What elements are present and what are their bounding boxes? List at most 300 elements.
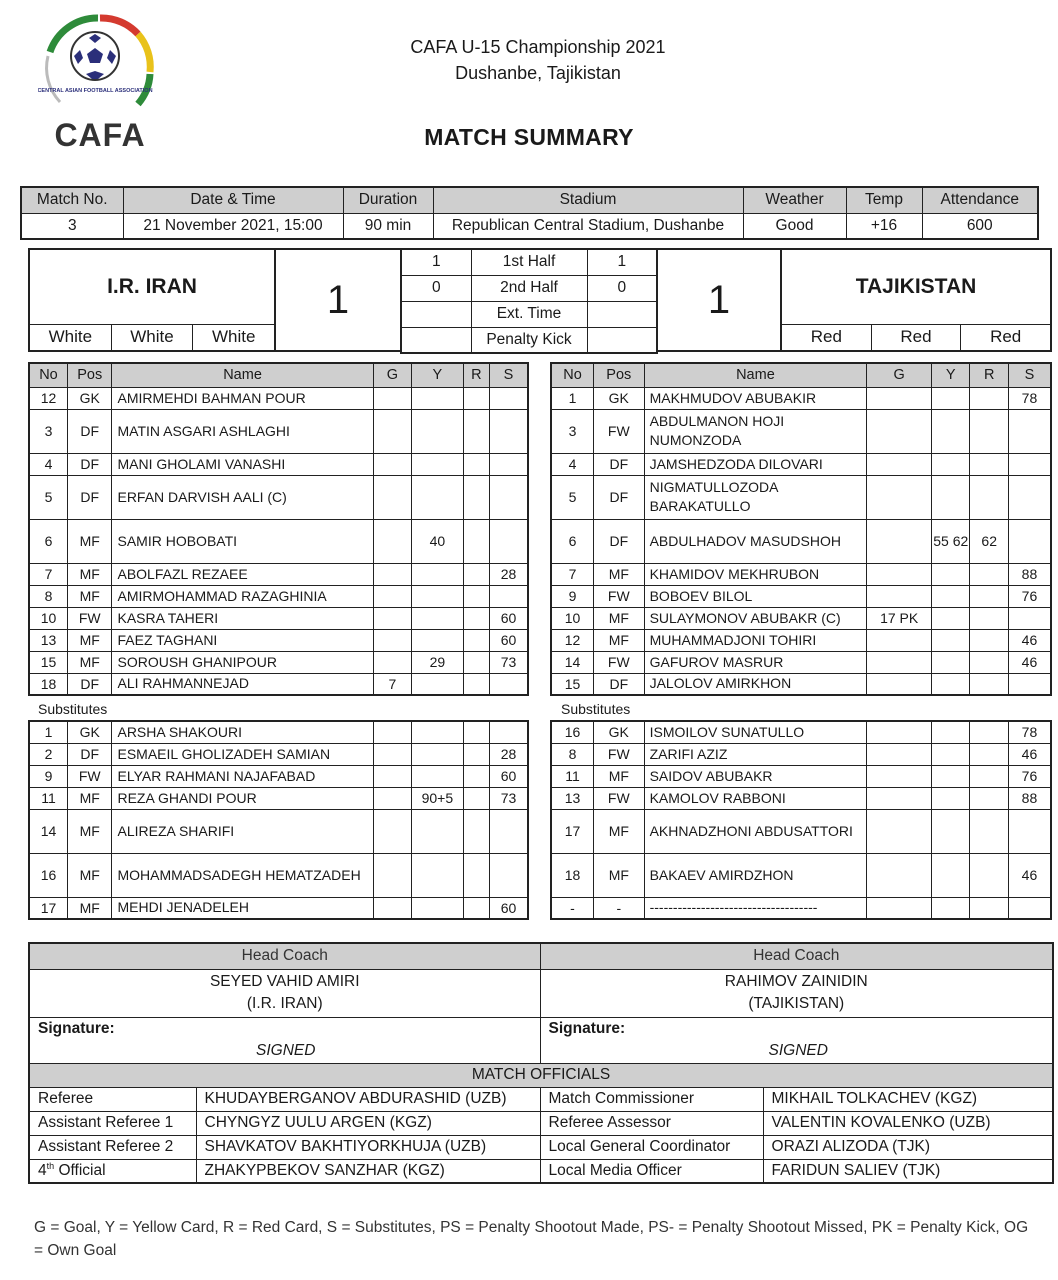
table-row <box>29 853 528 897</box>
officials-role-right: Local Media Officer <box>540 1159 763 1183</box>
home-player-red <box>463 743 489 765</box>
away-player-name: NIGMATULLOZODA BARAKATULLO <box>644 475 867 519</box>
away-player-yellow <box>932 721 970 743</box>
away-player-yellow <box>932 673 970 695</box>
away-player-red: 62 <box>970 519 1008 563</box>
home-player-subs <box>489 409 528 453</box>
away-player-subs: 88 <box>1008 787 1051 809</box>
home-player-subs: 60 <box>489 765 528 787</box>
championship-header <box>300 34 776 86</box>
away-player-no: 1 <box>551 387 594 409</box>
home-team-name: I.R. IRAN <box>30 250 274 325</box>
away-substitutes-label: Substitutes <box>561 701 631 717</box>
away-player-red <box>970 607 1008 629</box>
extra-time-home <box>401 301 471 327</box>
away-player-subs <box>1008 897 1051 919</box>
away-player-goals <box>867 787 932 809</box>
duration-header: Duration <box>343 187 433 213</box>
weather-value: Good <box>743 213 846 239</box>
away-player-pos: - <box>594 897 645 919</box>
home-player-name: SOROUSH GHANIPOUR <box>112 651 373 673</box>
home-player-name: ABOLFAZL REZAEE <box>112 563 373 585</box>
home-player-yellow <box>412 607 464 629</box>
away-signature <box>540 1017 1053 1063</box>
home-player-subs <box>489 585 528 607</box>
extra-time-away <box>587 301 657 327</box>
temp-header: Temp <box>846 187 922 213</box>
away-kit-shirt: Red <box>782 324 872 350</box>
official-ordinal-suffix: th <box>46 1161 55 1172</box>
away-player-subs <box>1008 409 1051 453</box>
home-player-red <box>463 809 489 853</box>
away-player-goals <box>867 765 932 787</box>
home-no-header: No <box>29 363 67 387</box>
home-player-name: KASRA TAHERI <box>112 607 373 629</box>
home-player-subs: 60 <box>489 607 528 629</box>
home-player-goals <box>373 519 411 563</box>
home-player-subs <box>489 519 528 563</box>
away-players-header-row <box>551 363 1051 387</box>
away-player-red <box>970 673 1008 695</box>
away-player-red <box>970 743 1008 765</box>
home-player-red <box>463 475 489 519</box>
away-player-pos: MF <box>594 765 645 787</box>
score-breakdown-table <box>400 248 658 354</box>
home-player-name: FAEZ TAGHANI <box>112 629 373 651</box>
home-player-goals <box>373 409 411 453</box>
home-player-name: AMIRMEHDI BAHMAN POUR <box>112 387 373 409</box>
home-player-name: ELYAR RAHMANI NAJAFABAD <box>112 765 373 787</box>
home-player-yellow <box>412 743 464 765</box>
duration-value: 90 min <box>343 213 433 239</box>
away-player-pos: FW <box>594 651 645 673</box>
home-player-red <box>463 585 489 607</box>
home-player-yellow <box>412 453 464 475</box>
officials-official-right: MIKHAIL TOLKACHEV (KGZ) <box>763 1087 1053 1111</box>
officials-row <box>29 1159 1053 1183</box>
officials-role-left: Assistant Referee 2 <box>29 1135 196 1159</box>
home-subs-header: S <box>489 363 528 387</box>
away-player-subs: 78 <box>1008 387 1051 409</box>
away-substitutes-table <box>550 720 1052 920</box>
home-player-goals <box>373 743 411 765</box>
away-no-header: No <box>551 363 594 387</box>
away-player-subs <box>1008 475 1051 519</box>
officials-official-right: VALENTIN KOVALENKO (UZB) <box>763 1111 1053 1135</box>
home-player-no: 17 <box>29 897 67 919</box>
away-coach-header: Head Coach <box>540 943 1053 969</box>
table-row <box>29 629 528 651</box>
home-score: 1 <box>274 248 402 352</box>
officials-official-right: ORAZI ALIZODA (TJK) <box>763 1135 1053 1159</box>
away-team-name: TAJIKISTAN <box>782 250 1050 325</box>
stadium-value: Republican Central Stadium, Dushanbe <box>433 213 743 239</box>
home-player-red <box>463 629 489 651</box>
away-player-pos: DF <box>594 453 645 475</box>
table-row <box>551 651 1051 673</box>
away-player-goals <box>867 475 932 519</box>
away-player-yellow <box>932 809 970 853</box>
home-player-goals <box>373 809 411 853</box>
home-player-subs: 73 <box>489 651 528 673</box>
away-player-red <box>970 651 1008 673</box>
away-player-name: SAIDOV ABUBAKR <box>644 765 867 787</box>
home-player-subs: 60 <box>489 897 528 919</box>
home-player-no: 2 <box>29 743 67 765</box>
away-player-no: 15 <box>551 673 594 695</box>
table-row <box>551 519 1051 563</box>
away-player-no: 9 <box>551 585 594 607</box>
home-player-goals <box>373 475 411 519</box>
home-player-pos: GK <box>67 387 112 409</box>
away-player-yellow <box>932 409 970 453</box>
official-ordinal: 4 <box>38 1162 47 1180</box>
away-player-yellow <box>932 475 970 519</box>
away-player-no: 5 <box>551 475 594 519</box>
home-player-name: ESMAEIL GHOLIZADEH SAMIAN <box>112 743 373 765</box>
officials-official-left: CHYNGYZ UULU ARGEN (KGZ) <box>196 1111 540 1135</box>
match-no-value: 3 <box>21 213 123 239</box>
table-row <box>551 585 1051 607</box>
home-player-pos: MF <box>67 809 112 853</box>
home-player-goals <box>373 607 411 629</box>
table-row <box>551 787 1051 809</box>
away-player-no: 13 <box>551 787 594 809</box>
away-player-red <box>970 787 1008 809</box>
away-player-goals <box>867 743 932 765</box>
home-player-goals <box>373 585 411 607</box>
home-player-no: 6 <box>29 519 67 563</box>
home-player-no: 18 <box>29 673 67 695</box>
home-player-goals <box>373 629 411 651</box>
away-player-pos: GK <box>594 721 645 743</box>
away-player-no: 4 <box>551 453 594 475</box>
away-player-no: 3 <box>551 409 594 453</box>
officials-role-right: Referee Assessor <box>540 1111 763 1135</box>
home-player-no: 14 <box>29 809 67 853</box>
table-row <box>29 765 528 787</box>
penalty-kick-home <box>401 327 471 353</box>
match-info-table <box>20 186 1039 240</box>
home-player-goals <box>373 853 411 897</box>
home-player-yellow <box>412 563 464 585</box>
away-player-yellow <box>932 563 970 585</box>
official-role-word: Official <box>58 1162 106 1180</box>
away-player-pos: DF <box>594 673 645 695</box>
away-player-no: 11 <box>551 765 594 787</box>
home-player-goals <box>373 897 411 919</box>
table-row <box>29 721 528 743</box>
away-player-goals: 17 PK <box>867 607 932 629</box>
away-player-yellow <box>932 853 970 897</box>
home-player-no: 10 <box>29 607 67 629</box>
table-row <box>29 809 528 853</box>
match-no-header: Match No. <box>21 187 123 213</box>
away-player-pos: FW <box>594 743 645 765</box>
home-player-pos: MF <box>67 519 112 563</box>
home-player-yellow <box>412 809 464 853</box>
table-row <box>551 453 1051 475</box>
stadium-header: Stadium <box>433 187 743 213</box>
home-player-red <box>463 387 489 409</box>
away-player-no: 7 <box>551 563 594 585</box>
home-substitutes-label: Substitutes <box>38 701 108 717</box>
home-player-pos: DF <box>67 673 112 695</box>
away-player-goals <box>867 585 932 607</box>
second-half-label: 2nd Half <box>471 275 587 301</box>
away-player-yellow <box>932 629 970 651</box>
table-row <box>29 453 528 475</box>
home-player-no: 1 <box>29 721 67 743</box>
extra-time-row <box>401 301 657 327</box>
away-player-pos: MF <box>594 629 645 651</box>
away-player-name: ISMOILOV SUNATULLO <box>644 721 867 743</box>
home-kit-shorts: White <box>112 324 194 350</box>
home-player-red <box>463 519 489 563</box>
home-player-subs <box>489 673 528 695</box>
table-row <box>551 607 1051 629</box>
away-player-name: ABDULMANON HOJI NUMONZODA <box>644 409 867 453</box>
away-player-name: ------------------------------------ <box>644 897 867 919</box>
away-player-pos: FW <box>594 585 645 607</box>
away-coach <box>540 969 1053 1017</box>
home-player-no: 11 <box>29 787 67 809</box>
officials-official-left: KHUDAYBERGANOV ABDURASHID (UZB) <box>196 1087 540 1111</box>
table-row <box>551 475 1051 519</box>
home-player-name: ARSHA SHAKOURI <box>112 721 373 743</box>
home-player-name: MANI GHOLAMI VANASHI <box>112 453 373 475</box>
home-player-yellow <box>412 721 464 743</box>
home-player-subs: 28 <box>489 743 528 765</box>
away-name-header: Name <box>644 363 867 387</box>
away-player-goals <box>867 409 932 453</box>
home-player-no: 7 <box>29 563 67 585</box>
table-row <box>29 519 528 563</box>
away-coach-name: RAHIMOV ZAINIDIN <box>724 973 868 990</box>
away-player-subs <box>1008 809 1051 853</box>
away-player-goals <box>867 563 932 585</box>
away-player-subs <box>1008 673 1051 695</box>
second-half-home: 0 <box>401 275 471 301</box>
home-kit-colors <box>30 324 274 350</box>
away-player-name: SULAYMONOV ABUBAKR (C) <box>644 607 867 629</box>
coach-header-row <box>29 943 1053 969</box>
home-player-pos: GK <box>67 721 112 743</box>
home-player-pos: FW <box>67 765 112 787</box>
table-row <box>551 721 1051 743</box>
home-player-name: ERFAN DARVISH AALI (C) <box>112 475 373 519</box>
table-row <box>29 673 528 695</box>
officials-header-row <box>29 1063 1053 1087</box>
home-player-red <box>463 787 489 809</box>
officials-row <box>29 1135 1053 1159</box>
temp-value: +16 <box>846 213 922 239</box>
home-player-no: 3 <box>29 409 67 453</box>
away-signature-label: Signature: <box>548 1019 626 1037</box>
home-pos-header: Pos <box>67 363 112 387</box>
attendance-header: Attendance <box>922 187 1038 213</box>
home-player-no: 12 <box>29 387 67 409</box>
second-half-row <box>401 275 657 301</box>
away-player-name: AKHNADZHONI ABDUSATTORI <box>644 809 867 853</box>
coach-name-row <box>29 969 1053 1017</box>
home-player-goals <box>373 721 411 743</box>
home-player-yellow <box>412 853 464 897</box>
cafa-wordmark: CAFA <box>54 117 146 153</box>
table-row <box>29 409 528 453</box>
home-player-red <box>463 453 489 475</box>
away-player-red <box>970 809 1008 853</box>
first-half-home: 1 <box>401 249 471 275</box>
coaches-officials-table <box>28 942 1054 1184</box>
home-substitutes-table <box>28 720 529 920</box>
away-player-pos: MF <box>594 809 645 853</box>
home-signed: SIGNED <box>256 1041 316 1059</box>
away-yellow-header: Y <box>932 363 970 387</box>
home-kit-socks: White <box>211 327 256 346</box>
home-player-yellow <box>412 897 464 919</box>
home-player-yellow <box>412 629 464 651</box>
home-player-yellow: 29 <box>412 651 464 673</box>
home-coach-header: Head Coach <box>29 943 540 969</box>
home-name-header: Name <box>112 363 373 387</box>
away-player-goals <box>867 651 932 673</box>
away-player-no: 6 <box>551 519 594 563</box>
away-player-goals <box>867 853 932 897</box>
table-row <box>551 409 1051 453</box>
home-player-subs: 28 <box>489 563 528 585</box>
home-player-yellow: 40 <box>412 519 464 563</box>
away-player-subs: 76 <box>1008 765 1051 787</box>
home-player-subs: 73 <box>489 787 528 809</box>
svg-text:CENTRAL ASIAN FOOTBALL ASSOCIA: CENTRAL ASIAN FOOTBALL ASSOCIATION <box>38 88 153 94</box>
home-player-goals <box>373 787 411 809</box>
home-player-pos: MF <box>67 629 112 651</box>
home-player-red <box>463 765 489 787</box>
away-player-name: MAKHMUDOV ABUBAKIR <box>644 387 867 409</box>
signature-row <box>29 1017 1053 1063</box>
home-player-name: AMIRMOHAMMAD RAZAGHINIA <box>112 585 373 607</box>
home-player-goals <box>373 651 411 673</box>
away-player-subs <box>1008 519 1051 563</box>
away-player-red <box>970 629 1008 651</box>
officials-official-right: FARIDUN SALIEV (TJK) <box>763 1159 1053 1183</box>
away-player-pos: MF <box>594 853 645 897</box>
home-player-yellow <box>412 409 464 453</box>
away-player-goals <box>867 673 932 695</box>
away-player-yellow <box>932 765 970 787</box>
away-player-goals <box>867 519 932 563</box>
away-player-yellow <box>932 607 970 629</box>
table-row <box>29 585 528 607</box>
home-player-subs <box>489 721 528 743</box>
away-player-red <box>970 453 1008 475</box>
officials-role-right: Match Commissioner <box>540 1087 763 1111</box>
first-half-row <box>401 249 657 275</box>
away-player-red <box>970 585 1008 607</box>
legend-note: G = Goal, Y = Yellow Card, R = Red Card, S = Substitutes, PS = Penalty Shootout Made, PS- = Penalty Shootout Missed, PK = Penalty Kick, OG = Own Goal <box>34 1219 1029 1259</box>
home-player-name: ALIREZA SHARIFI <box>112 809 373 853</box>
away-player-no: 17 <box>551 809 594 853</box>
home-signature-label: Signature: <box>38 1019 115 1037</box>
home-player-goals <box>373 387 411 409</box>
penalty-kick-label: Penalty Kick <box>471 327 587 353</box>
away-team-box <box>780 248 1052 352</box>
home-player-pos: MF <box>67 787 112 809</box>
away-player-red <box>970 563 1008 585</box>
home-coach-name: SEYED VAHID AMIRI <box>209 973 360 990</box>
home-player-pos: MF <box>67 563 112 585</box>
home-team-box <box>28 248 276 352</box>
officials-role-right: Local General Coordinator <box>540 1135 763 1159</box>
away-goals-header: G <box>867 363 932 387</box>
home-player-pos: DF <box>67 409 112 453</box>
away-kit-socks: Red <box>990 327 1022 346</box>
home-player-no: 9 <box>29 765 67 787</box>
home-player-red <box>463 897 489 919</box>
home-player-no: 4 <box>29 453 67 475</box>
home-player-pos: FW <box>67 607 112 629</box>
home-yellow-header: Y <box>412 363 464 387</box>
away-player-subs: 46 <box>1008 629 1051 651</box>
table-row <box>551 809 1051 853</box>
away-red-header: R <box>970 363 1008 387</box>
away-player-name: BOBOEV BILOL <box>644 585 867 607</box>
home-player-red <box>463 651 489 673</box>
home-player-red <box>463 409 489 453</box>
penalty-kick-away <box>587 327 657 353</box>
home-player-name: MATIN ASGARI ASHLAGHI <box>112 409 373 453</box>
home-player-red <box>463 607 489 629</box>
home-player-subs <box>489 475 528 519</box>
away-subs-header: S <box>1008 363 1051 387</box>
home-player-goals <box>373 765 411 787</box>
home-player-name: REZA GHANDI POUR <box>112 787 373 809</box>
home-player-pos: DF <box>67 475 112 519</box>
table-row <box>29 387 528 409</box>
away-player-red <box>970 721 1008 743</box>
table-row <box>29 897 528 919</box>
away-player-red <box>970 897 1008 919</box>
table-row <box>551 743 1051 765</box>
away-player-subs: 88 <box>1008 563 1051 585</box>
away-player-yellow <box>932 651 970 673</box>
date-time-header: Date & Time <box>123 187 343 213</box>
away-player-goals <box>867 809 932 853</box>
home-player-no: 16 <box>29 853 67 897</box>
home-player-no: 15 <box>29 651 67 673</box>
table-row <box>29 787 528 809</box>
first-half-label: 1st Half <box>471 249 587 275</box>
home-kit-shirt: White <box>30 324 112 350</box>
away-player-subs <box>1008 607 1051 629</box>
home-player-pos: MF <box>67 651 112 673</box>
away-player-no: - <box>551 897 594 919</box>
away-player-yellow <box>932 787 970 809</box>
home-player-yellow <box>412 387 464 409</box>
home-player-name: MEHDI JENADELEH <box>112 897 373 919</box>
home-players-header-row <box>29 363 528 387</box>
table-row <box>551 853 1051 897</box>
away-player-subs <box>1008 453 1051 475</box>
weather-header: Weather <box>743 187 846 213</box>
home-player-pos: DF <box>67 743 112 765</box>
away-player-pos: FW <box>594 787 645 809</box>
penalty-kick-row <box>401 327 657 353</box>
away-player-name: ABDULHADOV MASUDSHOH <box>644 519 867 563</box>
away-player-name: JALOLOV AMIRKHON <box>644 673 867 695</box>
home-goals-header: G <box>373 363 411 387</box>
